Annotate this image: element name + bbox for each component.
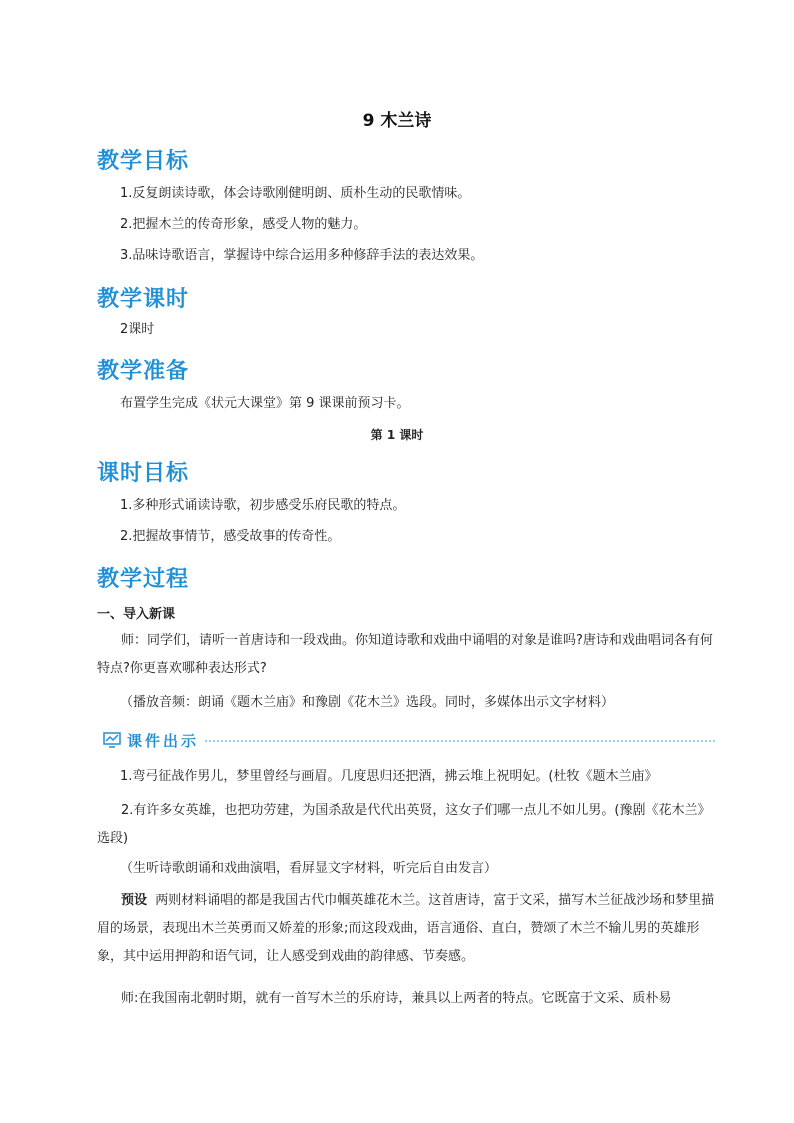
goal-item: 2.把握木兰的传奇形象，感受人物的魅力。	[120, 217, 367, 232]
audio-note: （播放音频：朗诵《题木兰庙》和豫剧《花木兰》选段。同时，多媒体出示文字材料）	[120, 695, 615, 710]
material-item: 2.有许多女英雄，也把功劳建，为国杀敌是代代出英贤，这女子们哪一点儿不如儿男。(豫剧《花木兰》选段)	[97, 803, 711, 846]
lesson-goal-item: 2.把握故事情节，感受故事的传奇性。	[120, 529, 341, 544]
preset-text: 两则材料诵唱的都是我国古代巾帼英雄花木兰。这首唐诗，富于文采，描写木兰征战沙场和梦里描眉的场景，表现出木兰英勇而又娇羞的形象;而这段戏曲，语言通俗、直白，赞颂了木兰不输儿男的英雄形象，其中运用押韵和语气词，让人感受到戏曲的韵律感、节奏感。	[97, 893, 715, 964]
lesson-goal-item: 1.多种形式诵读诗歌，初步感受乐府民歌的特点。	[120, 498, 406, 513]
student-note: （生听诗歌朗诵和戏曲演唱，看屏显文字材料，听完后自由发言）	[120, 861, 498, 876]
prep-text: 布置学生完成《状元大课堂》第 9 课课前预习卡。	[120, 396, 410, 411]
prep-heading: 教学准备	[97, 359, 190, 384]
courseware-banner	[103, 727, 715, 753]
process-heading: 教学过程	[97, 567, 190, 592]
teacher-last: 师:在我国南北朝时期，就有一首写木兰的乐府诗，兼具以上两者的特点。它既富于文采、质朴易	[121, 991, 672, 1006]
hours-heading: 教学课时	[97, 287, 190, 312]
goal-item: 1.反复朗读诗歌，体会诗歌刚健明朗、质朴生动的民歌情味。	[120, 186, 471, 201]
teacher-intro: 师：同学们，请听一首唐诗和一段戏曲。你知道诗歌和戏曲中诵唱的对象是谁吗?唐诗和戏曲唱词各有何特点?你更喜欢哪种表达形式?	[97, 633, 713, 676]
page-title: 9 木兰诗	[362, 111, 432, 131]
step-heading: 一、导入新课	[97, 607, 176, 622]
hours-text: 2课时	[120, 322, 155, 337]
goal-item: 3.品味诗歌语言，掌握诗中综合运用多种修辞手法的表达效果。	[120, 248, 484, 263]
courseware-label: 课件出示	[127, 731, 200, 750]
lesson-label: 第 1 课时	[370, 428, 424, 442]
material-item: 1.弯弓征战作男儿，梦里曾经与画眉。几度思归还把酒，拂云堆上祝明妃。(杜牧《题木兰庙》	[120, 769, 658, 784]
banner-divider	[205, 740, 715, 742]
preset-paragraph	[97, 887, 717, 971]
goals-heading: 教学目标	[97, 149, 190, 174]
lesson-goals-heading: 课时目标	[97, 461, 190, 486]
preset-label: 预设	[121, 893, 148, 908]
chart-icon	[103, 732, 121, 748]
